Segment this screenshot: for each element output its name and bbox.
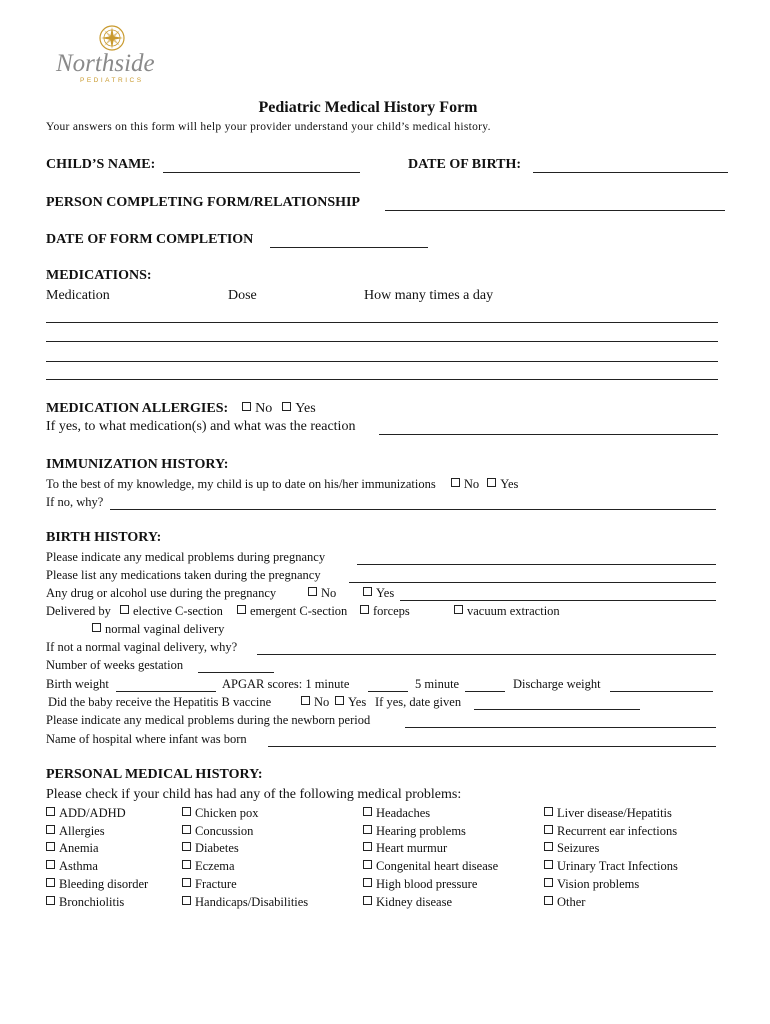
medication-line[interactable]	[46, 361, 718, 362]
personal-instruction: Please check if your child has had any of the following medical problems:	[46, 787, 462, 802]
condition-column	[182, 805, 308, 911]
person-field[interactable]	[385, 210, 725, 211]
emergent-option	[237, 604, 347, 619]
elective-label: elective C-section	[133, 604, 223, 618]
condition-checkbox[interactable]	[363, 825, 372, 834]
page-subtitle: Your answers on this form will help your provider understand your child’s medical history.	[46, 121, 491, 133]
child-name-label: CHILD’S NAME:	[46, 157, 156, 172]
brand-name: Northside	[56, 50, 155, 77]
condition-item[interactable]	[46, 858, 148, 876]
vaginal-option	[92, 622, 224, 637]
condition-checkbox[interactable]	[182, 842, 191, 851]
newborn-label: Please indicate any medical problems during the newborn period	[46, 713, 371, 727]
hep-no-label: No	[314, 695, 330, 709]
condition-label: Fracture	[195, 876, 237, 891]
condition-checkbox[interactable]	[363, 878, 372, 887]
condition-item[interactable]	[182, 823, 308, 841]
condition-label: Handicaps/Disabilities	[195, 894, 309, 909]
allergies-yes-checkbox[interactable]	[282, 402, 291, 411]
drug-no-checkbox[interactable]	[308, 587, 317, 596]
vacuum-option	[454, 604, 560, 619]
pregnancy-problems-label: Please indicate any medical problems during pregnancy	[46, 550, 326, 564]
drug-yes-option	[363, 586, 394, 601]
hep-yes-label: Yes	[348, 695, 367, 709]
condition-checkbox[interactable]	[363, 860, 372, 869]
immunization-heading: IMMUNIZATION HISTORY:	[46, 457, 229, 472]
condition-label: Bronchiolitis	[59, 894, 125, 909]
completion-field[interactable]	[270, 247, 428, 248]
apgar1-field[interactable]	[368, 691, 408, 692]
condition-column	[544, 805, 678, 911]
medication-line[interactable]	[46, 341, 718, 342]
newborn-field[interactable]	[405, 727, 716, 728]
pregnancy-meds-label: Please list any medications taken during the pregnancy	[46, 568, 321, 582]
dob-label: DATE OF BIRTH:	[408, 157, 522, 172]
medication-line[interactable]	[46, 379, 718, 380]
apgar5-label: 5 minute	[415, 677, 460, 691]
condition-checkbox[interactable]	[46, 860, 55, 869]
condition-item[interactable]	[46, 823, 148, 841]
condition-item[interactable]	[544, 858, 678, 876]
forceps-checkbox[interactable]	[360, 605, 369, 614]
condition-checkbox[interactable]	[544, 896, 553, 905]
dob-field[interactable]	[533, 172, 728, 173]
condition-item[interactable]	[363, 894, 498, 912]
condition-checkbox[interactable]	[182, 860, 191, 869]
vacuum-checkbox[interactable]	[454, 605, 463, 614]
hep-yes-checkbox[interactable]	[335, 696, 344, 705]
times-column-label: How many times a day	[364, 288, 494, 303]
not-normal-label: If not a normal vaginal delivery, why?	[46, 640, 238, 654]
emergent-checkbox[interactable]	[237, 605, 246, 614]
personal-heading: PERSONAL MEDICAL HISTORY:	[46, 767, 263, 782]
condition-label: Anemia	[59, 841, 99, 856]
dose-column-label: Dose	[228, 288, 257, 303]
immunization-row	[46, 477, 518, 492]
condition-item[interactable]	[46, 840, 148, 858]
forceps-label: forceps	[373, 604, 410, 618]
vaginal-label: normal vaginal delivery	[105, 622, 225, 636]
drug-no-option	[308, 586, 336, 601]
elective-checkbox[interactable]	[120, 605, 129, 614]
condition-label: Seizures	[557, 841, 600, 856]
condition-checkbox[interactable]	[544, 842, 553, 851]
condition-label: ADD/ADHD	[59, 806, 126, 820]
condition-checkbox[interactable]	[182, 807, 191, 816]
completion-label: DATE OF FORM COMPLETION	[46, 232, 254, 247]
condition-item[interactable]	[182, 840, 308, 858]
condition-checkbox[interactable]	[182, 878, 191, 887]
allergies-reaction-field[interactable]	[379, 434, 718, 435]
drug-use-field[interactable]	[400, 600, 716, 601]
condition-label: Kidney disease	[376, 894, 453, 909]
condition-checkbox[interactable]	[182, 896, 191, 905]
immunization-no-checkbox[interactable]	[451, 478, 460, 487]
condition-label: Diabetes	[195, 841, 239, 856]
elective-option	[120, 604, 223, 619]
condition-item[interactable]	[544, 894, 678, 912]
medication-line[interactable]	[46, 322, 718, 323]
apgar1-label: APGAR scores: 1 minute	[222, 677, 350, 691]
child-name-field[interactable]	[163, 172, 360, 173]
condition-item[interactable]	[182, 858, 308, 876]
not-normal-field[interactable]	[257, 654, 716, 655]
condition-checkbox[interactable]	[544, 807, 553, 816]
immunization-question: To the best of my knowledge, my child is up to date on his/her immunizations	[46, 477, 436, 491]
hep-b-label: Did the baby receive the Hepatitis B vaccine	[48, 695, 272, 709]
hep-no-option	[301, 695, 329, 710]
condition-item[interactable]	[544, 840, 678, 858]
medications-heading: MEDICATIONS:	[46, 268, 152, 283]
condition-item[interactable]	[182, 876, 308, 894]
condition-item[interactable]	[363, 805, 498, 823]
condition-item[interactable]	[363, 840, 498, 858]
delivered-by-label: Delivered by	[46, 604, 111, 618]
emergent-label: emergent C-section	[250, 604, 348, 618]
pregnancy-problems-field[interactable]	[357, 564, 716, 565]
condition-checkbox[interactable]	[544, 860, 553, 869]
condition-label: Asthma	[59, 859, 98, 874]
hospital-label: Name of hospital where infant was born	[46, 732, 247, 746]
condition-item[interactable]	[544, 876, 678, 894]
condition-label: Liver disease/Hepatitis	[557, 806, 672, 820]
condition-label: Recurrent ear infections	[557, 823, 678, 838]
immunization-yes-checkbox[interactable]	[487, 478, 496, 487]
allergies-row	[46, 399, 316, 417]
forceps-option	[360, 604, 410, 619]
condition-item[interactable]	[46, 805, 148, 823]
condition-label: Urinary Tract Infections	[557, 859, 678, 874]
condition-item[interactable]	[544, 823, 678, 841]
hep-date-label: If yes, date given	[375, 695, 462, 709]
condition-checkbox[interactable]	[46, 807, 55, 816]
condition-checkbox[interactable]	[363, 896, 372, 905]
condition-item[interactable]	[182, 805, 308, 823]
condition-label: Vision problems	[557, 876, 640, 891]
birth-weight-field[interactable]	[116, 691, 216, 692]
person-label: PERSON COMPLETING FORM/RELATIONSHIP	[46, 195, 360, 210]
condition-item[interactable]	[46, 894, 148, 912]
birth-weight-label: Birth weight	[46, 677, 109, 691]
condition-label: Hearing problems	[376, 823, 466, 838]
allergies-yes-label: Yes	[295, 401, 316, 416]
condition-label: Allergies	[59, 823, 105, 838]
birth-heading: BIRTH HISTORY:	[46, 530, 162, 545]
condition-checkbox[interactable]	[363, 807, 372, 816]
drug-no-label: No	[321, 586, 337, 600]
hep-date-field[interactable]	[474, 709, 640, 710]
discharge-field[interactable]	[610, 691, 713, 692]
immunization-why-field[interactable]	[110, 509, 716, 510]
condition-column	[46, 805, 148, 911]
condition-checkbox[interactable]	[363, 842, 372, 851]
condition-label: Bleeding disorder	[59, 876, 149, 891]
immunization-no-label: No	[463, 477, 480, 491]
hep-yes-option	[335, 695, 366, 710]
condition-label: Other	[557, 894, 586, 909]
condition-item[interactable]	[363, 823, 498, 841]
condition-checkbox[interactable]	[46, 896, 55, 905]
discharge-label: Discharge weight	[513, 677, 601, 691]
weeks-field[interactable]	[198, 672, 274, 673]
immunization-why-label: If no, why?	[46, 495, 104, 509]
condition-label: Congenital heart disease	[376, 859, 499, 874]
allergies-heading: MEDICATION ALLERGIES:	[46, 401, 229, 416]
condition-label: High blood pressure	[376, 876, 478, 891]
brand-subname: PEDIATRICS	[80, 77, 144, 84]
condition-item[interactable]	[363, 858, 498, 876]
condition-label: Concussion	[195, 823, 254, 838]
drug-use-label: Any drug or alcohol use during the pregnancy	[46, 586, 277, 600]
allergies-reaction-label: If yes, to what medication(s) and what was the reaction	[46, 419, 356, 434]
page-title: Pediatric Medical History Form	[258, 99, 478, 116]
condition-label: Eczema	[195, 859, 235, 874]
vaginal-checkbox[interactable]	[92, 623, 101, 632]
condition-item[interactable]	[363, 876, 498, 894]
allergies-no-checkbox[interactable]	[242, 402, 251, 411]
condition-checkbox[interactable]	[544, 825, 553, 834]
condition-item[interactable]	[544, 805, 678, 823]
condition-item[interactable]	[182, 894, 308, 912]
condition-checkbox[interactable]	[544, 878, 553, 887]
hospital-field[interactable]	[268, 746, 716, 747]
vacuum-label: vacuum extraction	[467, 604, 560, 618]
condition-checkbox[interactable]	[46, 842, 55, 851]
pregnancy-meds-field[interactable]	[349, 582, 716, 583]
condition-checkbox[interactable]	[46, 878, 55, 887]
condition-label: Headaches	[376, 806, 431, 820]
medication-column-label: Medication	[46, 288, 110, 303]
condition-label: Heart murmur	[376, 841, 448, 856]
condition-label: Chicken pox	[195, 806, 259, 820]
apgar5-field[interactable]	[465, 691, 505, 692]
immunization-yes-label: Yes	[500, 477, 519, 491]
northside-logo	[52, 24, 167, 86]
hep-no-checkbox[interactable]	[301, 696, 310, 705]
drug-yes-checkbox[interactable]	[363, 587, 372, 596]
condition-item[interactable]	[46, 876, 148, 894]
drug-yes-label: Yes	[376, 586, 395, 600]
condition-column	[363, 805, 498, 911]
condition-checkbox[interactable]	[182, 825, 191, 834]
condition-checkbox[interactable]	[46, 825, 55, 834]
allergies-no-label: No	[255, 401, 273, 416]
weeks-label: Number of weeks gestation	[46, 658, 184, 672]
